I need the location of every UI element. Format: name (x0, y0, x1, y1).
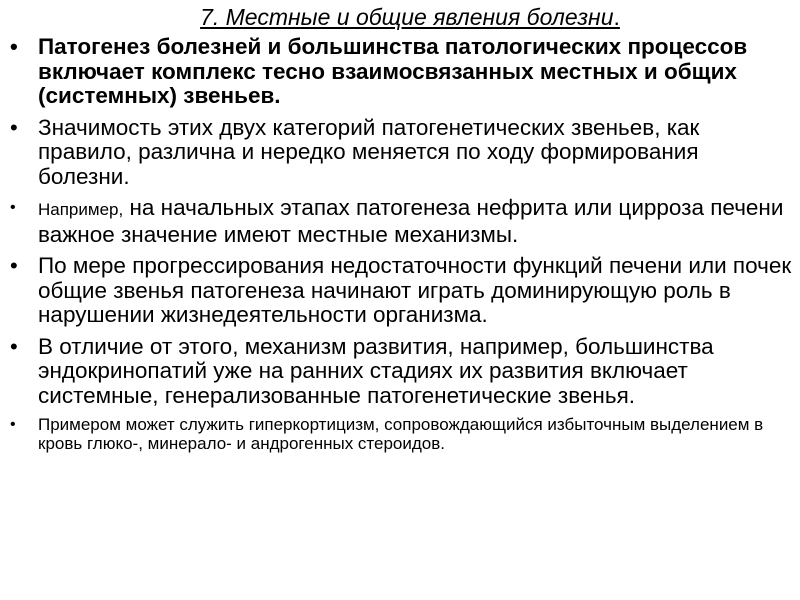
slide-title (8, 4, 792, 31)
bullet-lead-text: Например, (38, 200, 124, 219)
bullet-marker: • (10, 114, 18, 140)
bullet-text: на начальных этапах патогенеза нефрита или цирроза печени важное значение имеют местные механизмы. (38, 195, 784, 247)
bullet-item-significance (8, 116, 792, 190)
bullet-marker: • (10, 34, 18, 59)
bullet-marker: • (10, 416, 16, 433)
bullet-item-progression (8, 254, 792, 328)
bullet-list (8, 35, 792, 453)
bullet-text: Патогенез болезней и большинства патологических процессов включает комплекс тесно взаимосвязанных местных и общих (системных) звеньев. (38, 34, 748, 108)
bullet-marker: • (10, 253, 18, 278)
bullet-marker: • (10, 333, 18, 359)
bullet-text: Примером может служить гиперкортицизм, сопровождающийся избыточным выделением в кровь глюко-, минерало- и андрогенных стероидов. (38, 415, 764, 453)
bullet-text: Значимость этих двух категорий патогенетических звеньев, как правило, различна и нередко меняется по ходу формирования болезни. (38, 114, 700, 189)
bullet-text: По мере прогрессирования недостаточности функций печени или почек общие звенья патогенеза начинают играть доминирующую роль в нарушении жизнедеятельности организма. (38, 253, 792, 327)
bullet-text: В отличие от этого, механизм развития, например, большинства эндокринопатий уже на ранних стадиях их развития включает системные, генерализованные патогенетические звенья. (38, 333, 714, 408)
bullet-item-endocrinopathies (8, 335, 792, 409)
slide-title-text: 7. Местные и общие явления болезни (200, 4, 614, 30)
bullet-item-pathogenesis (8, 35, 792, 109)
bullet-marker: • (10, 199, 16, 216)
slide-title-period: . (613, 4, 620, 30)
bullet-item-example-nephritis (8, 196, 792, 247)
bullet-item-hypercorticism (8, 415, 792, 453)
